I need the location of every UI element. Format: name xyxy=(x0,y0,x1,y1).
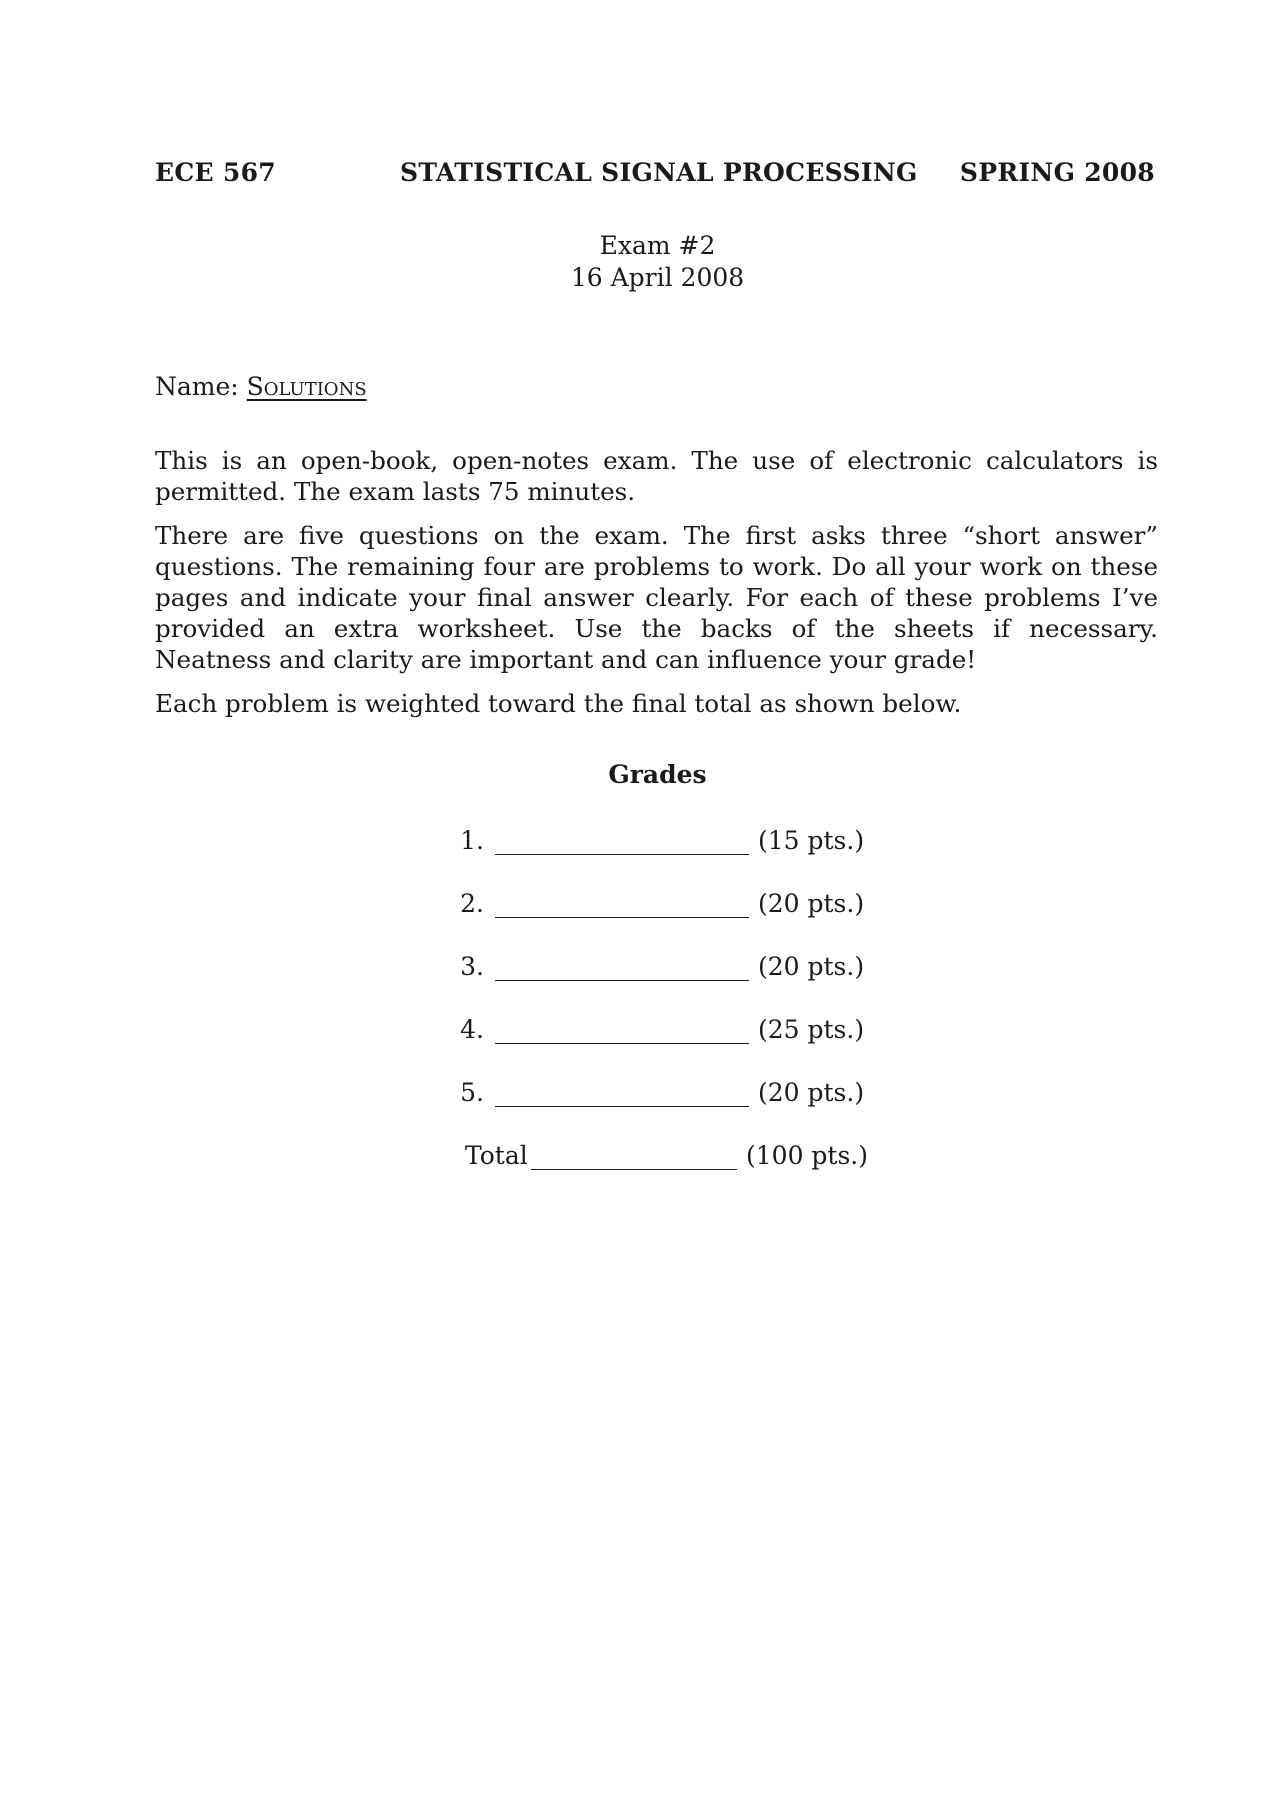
grade-blank-line xyxy=(495,980,749,981)
grade-total-blank-line xyxy=(531,1169,737,1170)
instruction-paragraph: This is an open-book, open-notes exam. The use of electronic calculators is permitted. The exam lasts 75 minutes. xyxy=(155,446,1158,506)
grade-row xyxy=(0,826,1280,866)
grade-row-label: 1. xyxy=(460,826,484,855)
grade-row-label: 2. xyxy=(460,889,484,918)
grade-row xyxy=(0,1015,1280,1055)
course-number: ECE 567 xyxy=(155,158,276,187)
grades-title: Grades xyxy=(608,760,707,789)
instructions xyxy=(155,445,1158,732)
exam-date: 16 April 2008 xyxy=(570,263,745,292)
instruction-paragraph: There are five questions on the exam. The first asks three “short answer” questions. The remaining four are problems to work. Do all your work on these pages and indicate your final answer clearly. For each of these problems I’ve provided an extra worksheet. Use the backs of the sheets if necessary. Neatness and clarity are important and can influence your grade! xyxy=(155,521,1158,674)
course-title: STATISTICAL SIGNAL PROCESSING xyxy=(400,158,918,187)
grade-row-points: (20 pts.) xyxy=(758,952,865,981)
grade-row-points: (25 pts.) xyxy=(758,1015,865,1044)
grade-blank-line xyxy=(495,854,749,855)
exam-info xyxy=(0,230,1280,294)
grade-row xyxy=(0,1078,1280,1118)
grade-blank-line xyxy=(495,1106,749,1107)
student-name-label: Name: xyxy=(155,372,239,401)
grade-total-row xyxy=(0,1141,1280,1181)
grade-row xyxy=(0,889,1280,929)
grade-row-label: 3. xyxy=(460,952,484,981)
grade-total-points: (100 pts.) xyxy=(746,1141,868,1170)
grade-row xyxy=(0,952,1280,992)
page-header xyxy=(155,158,1155,192)
instruction-paragraph: Each problem is weighted toward the final total as shown below. xyxy=(155,689,962,718)
student-name-value: Solutions xyxy=(246,372,367,401)
grade-total-label: Total xyxy=(465,1141,528,1170)
grade-blank-line xyxy=(495,917,749,918)
grade-row-points: (20 pts.) xyxy=(758,1078,865,1107)
grade-row-label: 4. xyxy=(460,1015,484,1044)
course-term: SPRING 2008 xyxy=(959,158,1155,187)
exam-name: Exam #2 xyxy=(599,231,716,260)
grade-row-label: 5. xyxy=(460,1078,484,1107)
student-name-line xyxy=(155,372,367,401)
grade-row-points: (15 pts.) xyxy=(758,826,865,855)
grade-blank-line xyxy=(495,1043,749,1044)
grade-row-points: (20 pts.) xyxy=(758,889,865,918)
